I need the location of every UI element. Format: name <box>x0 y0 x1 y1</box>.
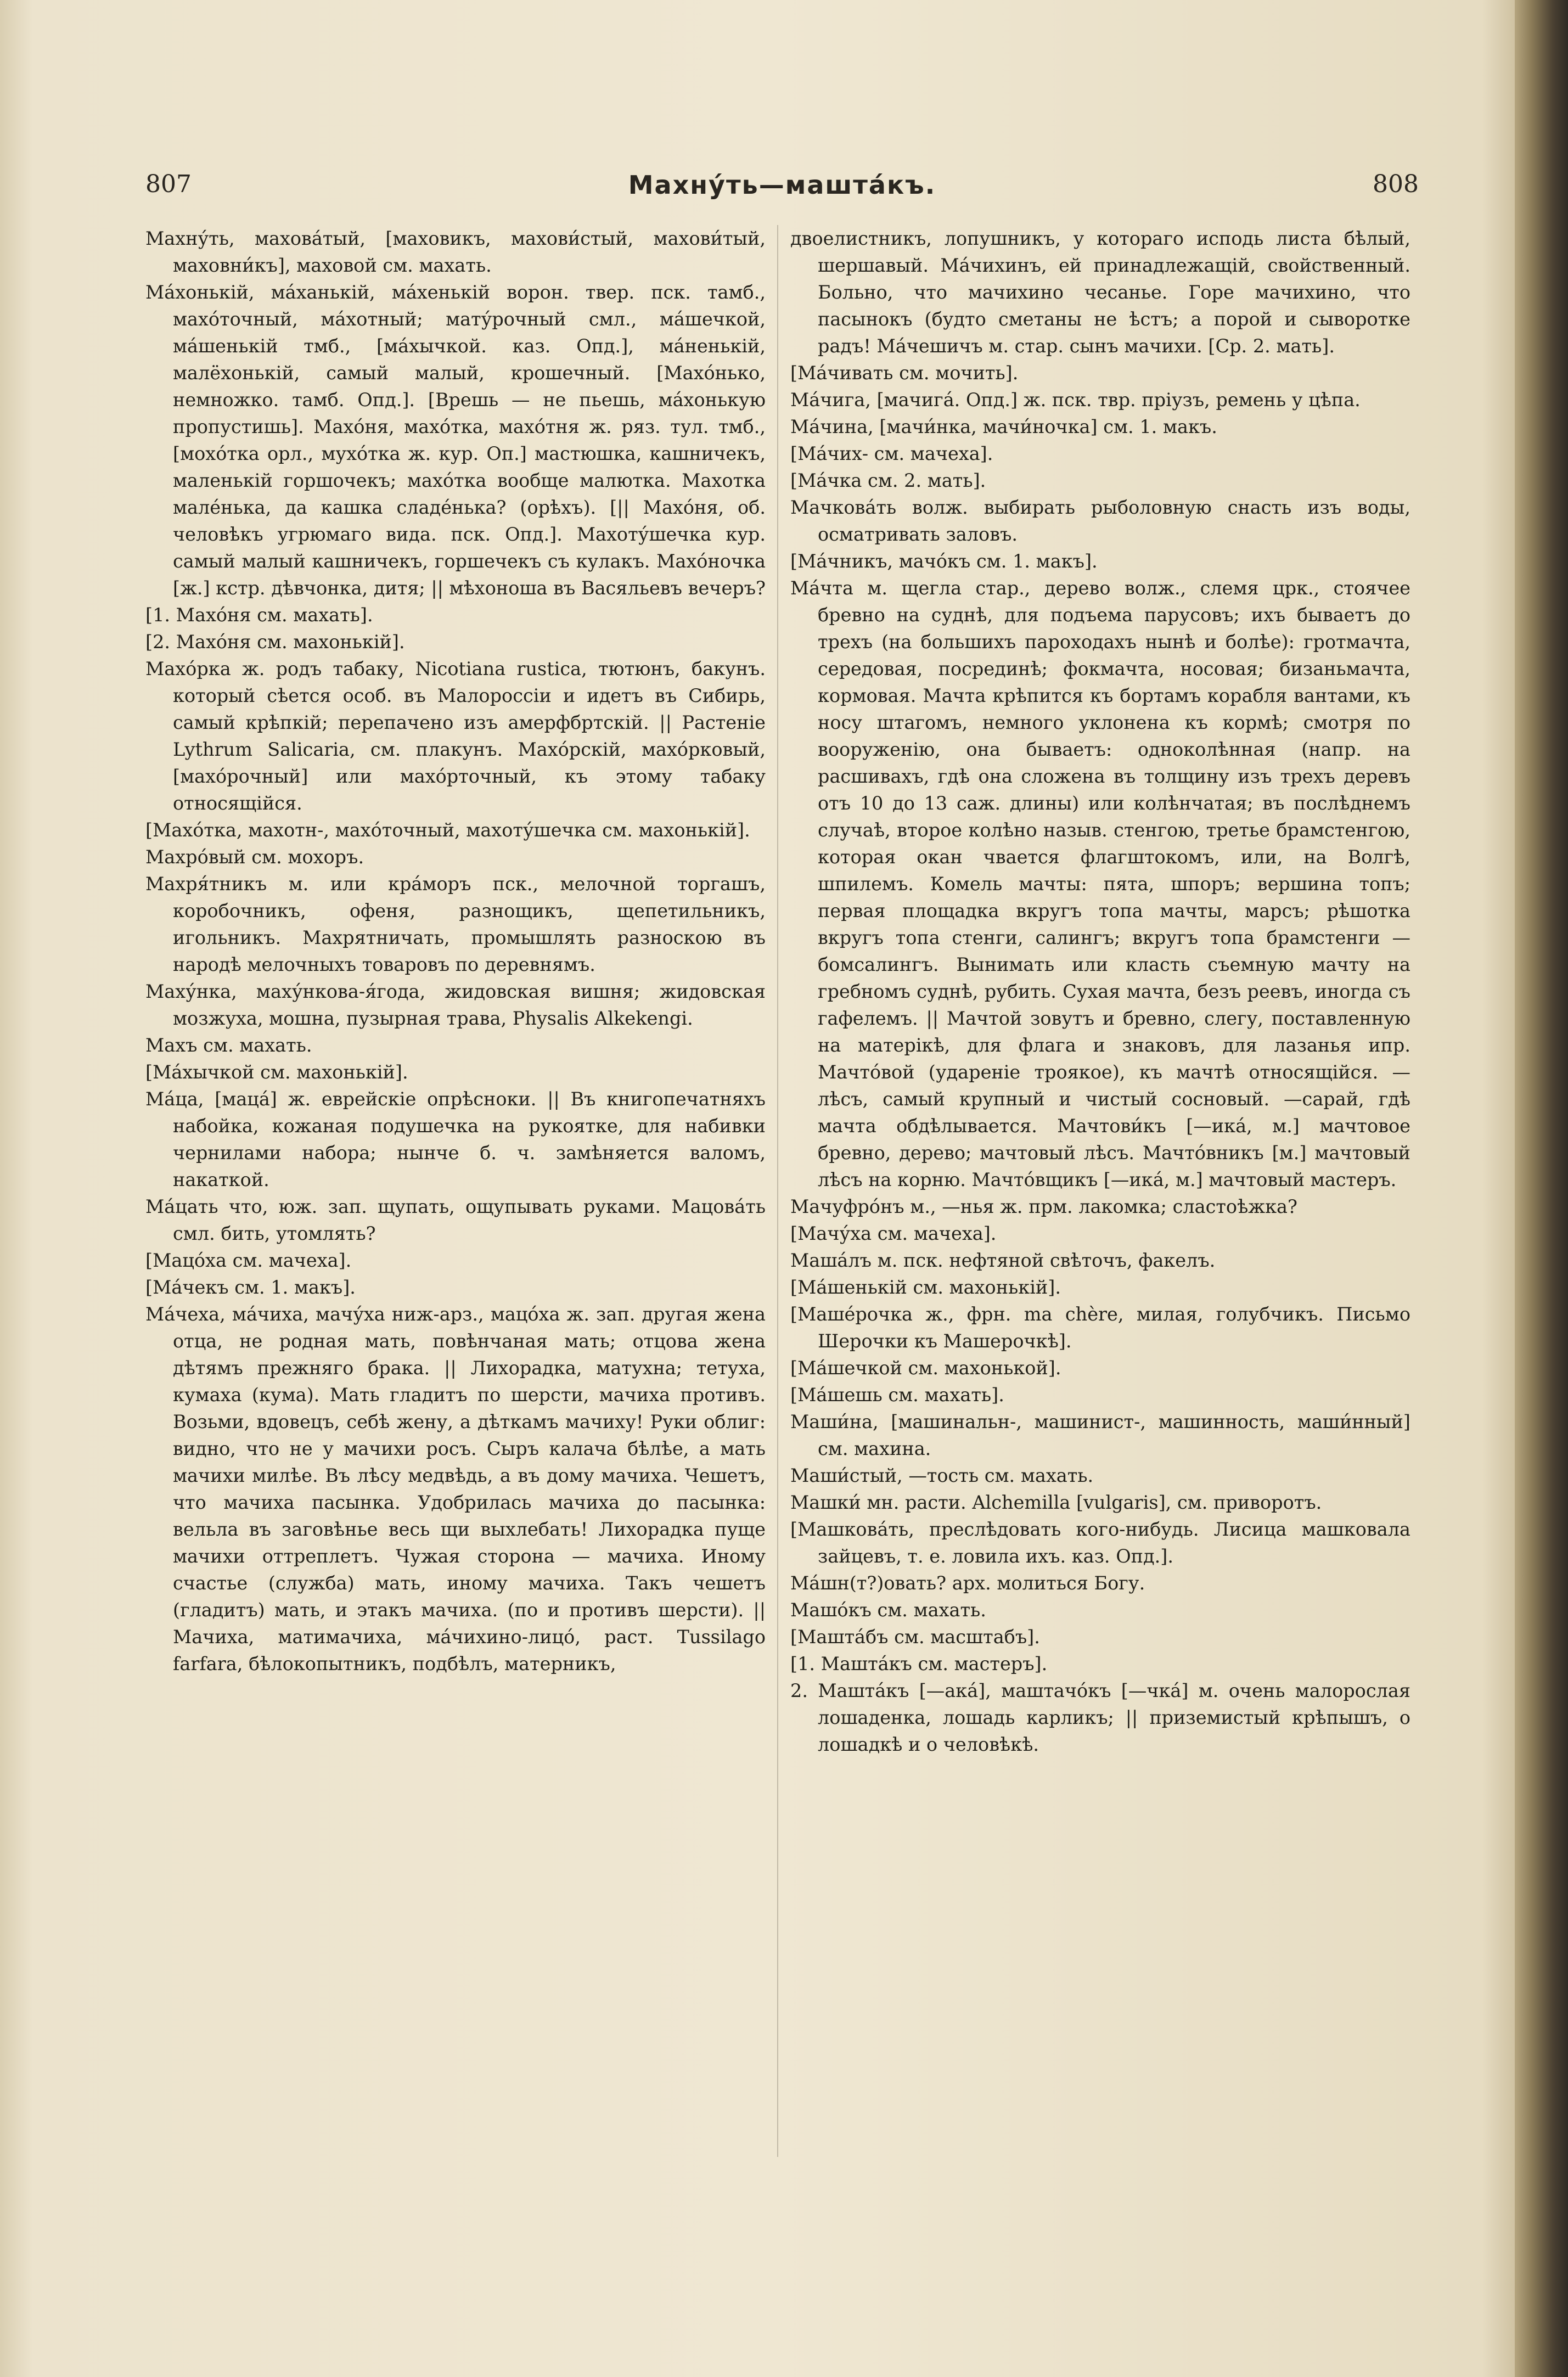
running-title: Махну́ть—машта́къ. <box>628 170 936 200</box>
page-number-left: 807 <box>145 170 192 198</box>
dictionary-entry: [Ма́чивать см. мочить]. <box>790 362 1019 384</box>
dictionary-entry: [Мачу́ха см. мачеха]. <box>790 1223 997 1244</box>
page-header <box>145 170 1419 209</box>
dictionary-entry: [2. Махо́ня см. махонькій]. <box>145 631 405 653</box>
dictionary-entry: [Ма́чекъ см. 1. макъ]. <box>145 1277 356 1298</box>
column-divider <box>777 225 778 2157</box>
dictionary-entry: [Машкова́ть, преслѣдовать кого-нибудь. Лисица машковала зайцевъ, т. е. ловила ихъ. каз. Опд.]. <box>790 1519 1410 1567</box>
dictionary-entry: [Ма́шенькій см. махонькій]. <box>790 1277 1061 1298</box>
dictionary-entry: [Ма́чих- см. мачеха]. <box>790 443 993 464</box>
right-column <box>790 225 1410 2157</box>
dictionary-entry: [Ма́шешь см. махать]. <box>790 1384 1004 1406</box>
dictionary-entry: [Махо́тка, махотн-, махо́точный, махоту́шечка см. махонькій]. <box>145 819 750 841</box>
dictionary-entry: Ма́чта м. щегла стар., дерево волж., слемя црк., стоячее бревно на суднѣ, для подъема парусовъ; ихъ бываетъ до трехъ (на большихъ пароходахъ нынѣ и болѣе): гротмачта, середовая, посрединѣ; фокмачта, носовая; бизаньмачта, кормовая. Мачта крѣпится къ бортамъ корабля вантами, къ носу штагомъ, немного уклонена къ кормѣ; смотря по вооруженію, она бываетъ: одноколѣнная (напр. на расшивахъ, гдѣ она сложена въ толщину изъ трехъ деревъ отъ 10 до 13 саж. длины) или колѣнчатая; въ послѣднемъ случаѣ, второе колѣно назыв. стенгою, третье брамстенгою, которая окан чвается флагштокомъ, или, на Волгѣ, шпилемъ. Комель мачты: пята, шпоръ; вершина топъ; первая площадка вкругъ топа мачты, марсъ; рѣшотка вкругъ топа стенги, салингъ; вкругъ топа брамстенги — бомсалингъ. Вынимать или класть съемную мачту на гребномъ суднѣ, рубить. Сухая мачта, безъ реевъ, иногда съ гафелемъ. || Мачтой зовутъ и бревно, слегу, поставленную на матерікѣ, для флага и знаковъ, для лазанья ипр. Мачто́вой (удареніе троякое), къ мачтѣ относящійся. —лѣсъ, самый крупный и чистый сосновый. —сарай, гдѣ мачта обдѣлывается. Мачтови́къ [—ика́, м.] мачтовое бревно, дерево; мачтовый лѣсъ. Мачто́вникъ [м.] мачтовый лѣсъ на корню. Мачто́вщикъ [—ика́, м.] мачтовый мастеръ. <box>790 577 1410 1190</box>
dictionary-entry: Мачкова́ть волж. выбирать рыболовную снасть изъ воды, осматривать заловъ. <box>790 497 1410 545</box>
dictionary-entry: Махну́ть, махова́тый, [маховикъ, махови́стый, махови́тый, маховни́къ], маховой см. махать. <box>145 228 766 276</box>
dictionary-entry: Махо́рка ж. родъ табаку, Nicotiana rustica, тютюнъ, бакунъ. который сѣется особ. въ Малороссіи и идетъ въ Сибирь, самый крѣпкій; перепачено изъ амерфбртскій. || Растеніе Lythrum Salicaria, см. плакунъ. Махо́рскій, махо́рковый, [махо́рочный] или махо́рточный, къ этому табаку относящійся. <box>145 658 766 814</box>
dictionary-entry: [Ма́чникъ, мачо́къ см. 1. макъ]. <box>790 550 1098 572</box>
page-number-right: 808 <box>1373 170 1419 198</box>
dictionary-entry: Машо́къ см. махать. <box>790 1599 986 1621</box>
dictionary-entry: Маху́нка, маху́нкова-я́года, жидовская вишня; жидовская мозжуха, мошна, пузырная трава, Physalis Alkekengi. <box>145 981 766 1029</box>
dictionary-entry: Маши́на, [машинальн-, машинист-, машинность, маши́нный] см. махина. <box>790 1411 1410 1459</box>
dictionary-entry: 2. Машта́къ [—ака́], маштачо́къ [—чка́] м. очень малорослая лошаденка, лошадь карликъ; || приземистый крѣпышъ, о лошадкѣ и о человѣкѣ. <box>790 1680 1410 1755</box>
dictionary-entry: Ма́хонькій, ма́ханькій, ма́хенькій ворон. твер. пск. тамб., махо́точный, ма́хотный; мату́рочный смл., ма́шечкой, ма́шенькій тмб., [ма́хычкой. каз. Опд.], ма́ненькій, малёхонькій, самый малый, крошечный. [Махо́нько, немножко. тамб. Опд.]. [Врешь — не пьешь, ма́хонькую пропустишь]. Махо́ня, махо́тка, махо́тня ж. ряз. тул. тмб., [мохо́тка орл., мухо́тка ж. кур. Оп.] мастюшка, кашничекъ, маленькій горшочекъ; махо́тка вообще малютка. Махотка мале́нька, да кашка сладе́нька? (орѣхъ). [|| Махо́ня, об. человѣкъ угрюмаго вида. пск. Опд.]. Махоту́шечка кур. самый малый кашничекъ, горшечекъ съ кулакъ. Махо́ночка [ж.] кстр. дѣвчонка, дитя; || мѣхоноша въ Васяльевъ вечеръ? <box>145 282 766 599</box>
dictionary-entry: [Ма́хычкой см. махонькій]. <box>145 1061 408 1083</box>
dictionary-entry: [1. Машта́къ см. мастеръ]. <box>790 1653 1048 1674</box>
dictionary-entry: Ма́чига, [мачига́. Опд.] ж. пск. твр. пріузъ, ремень у цѣпа. <box>790 389 1361 411</box>
dictionary-entry: [Мацо́ха см. мачеха]. <box>145 1250 352 1271</box>
dictionary-entry: [Ма́шечкой см. махонькой]. <box>790 1357 1061 1379</box>
dictionary-entry: [Маше́рочка ж., фрн. ma chère, милая, голубчикъ. Письмо Шерочки къ Машерочкѣ]. <box>790 1303 1410 1352</box>
left-column <box>145 225 766 2157</box>
dictionary-entry: [1. Махо́ня см. махать]. <box>145 604 373 626</box>
dictionary-entry: [Машта́бъ см. масштабъ]. <box>790 1626 1040 1648</box>
book-spine-edge <box>1515 0 1568 2377</box>
dictionary-entry: Машки́ мн. расти. Alchemilla [vulgaris], см. приворотъ. <box>790 1492 1322 1513</box>
dictionary-entry: Ма́чина, [мачи́нка, мачи́ночка] см. 1. макъ. <box>790 416 1217 437</box>
dictionary-entry: Махря́тникъ м. или кра́моръ пск., мелочной торгашъ, коробочникъ, офеня, разнощикъ, щепетильникъ, игольникъ. Махрятничать, промышлять разноскою въ народѣ мелочныхъ товаровъ по деревнямъ. <box>145 873 766 975</box>
dictionary-entry: [Ма́чка см. 2. мать]. <box>790 470 986 491</box>
dictionary-entry: Махро́вый см. мохоръ. <box>145 846 364 868</box>
dictionary-entry: двоелистникъ, лопушникъ, у котораго исподь листа бѣлый, шершавый. Ма́чихинъ, ей принадлежащій, свойственный. Больно, что мачихино чесанье. Горе мачихино, что пасынокъ (будто сметаны не ѣстъ; а порой и сыворотке радъ! Ма́чешичъ м. стар. сынъ мачихи. [Ср. 2. мать]. <box>790 228 1410 357</box>
dictionary-entry: Ма́ца, [маца́] ж. еврейскіе опрѣсноки. || Въ книгопечатняхъ набойка, кожаная подушечка на рукоятке, для набивки чернилами набора; нынче б. ч. замѣняется валомъ, накаткой. <box>145 1088 766 1190</box>
dictionary-entry: Ма́чеха, ма́чиха, мачу́ха ниж-арз., мацо́ха ж. зап. другая жена отца, не родная мать, повѣнчаная мать; отцова жена дѣтямъ прежняго брака. || Лихорадка, матухна; тетуха, кумаха (кума). Мать гладитъ по шерсти, мачиха противъ. Возьми, вдовецъ, себѣ жену, а дѣткамъ мачиху! Руки облиг: видно, что не у мачихи росъ. Сыръ калача бѣлѣе, а мать мачихи милѣе. Въ лѣсу медвѣдь, а въ дому мачиха. Чешетъ, что мачиха пасынка. Удобрилась мачиха до пасынка: вельла въ заговѣнье весь щи выхлебать! Лихорадка пуще мачихи оттреплетъ. Чужая сторона — мачиха. Иному счастье (служба) мать, иному мачиха. Такъ чешетъ (гладитъ) мать, и этакъ мачиха. (по и противъ шерсти). || Мачиха, матимачиха, ма́чихино-лицо́, раст. Tussilago farfara, бѣлокопытникъ, подбѣлъ, матерникъ, <box>145 1303 766 1674</box>
dictionary-entry: Ма́шн(т?)овать? арх. молиться Богу. <box>790 1572 1145 1594</box>
dictionary-entry: Мачуфро́нъ м., —нья ж. прм. лакомка; сластоѣжка? <box>790 1196 1297 1217</box>
dictionary-entry: Махъ см. махать. <box>145 1035 312 1056</box>
dictionary-entry: Маши́стый, —тость см. махать. <box>790 1465 1094 1486</box>
dictionary-entry: Ма́цать что, юж. зап. щупать, ощупывать руками. Мацова́ть смл. бить, утомлять? <box>145 1196 766 1244</box>
dictionary-entry: Маша́лъ м. пск. нефтяной свѣточъ, факелъ. <box>790 1250 1216 1271</box>
